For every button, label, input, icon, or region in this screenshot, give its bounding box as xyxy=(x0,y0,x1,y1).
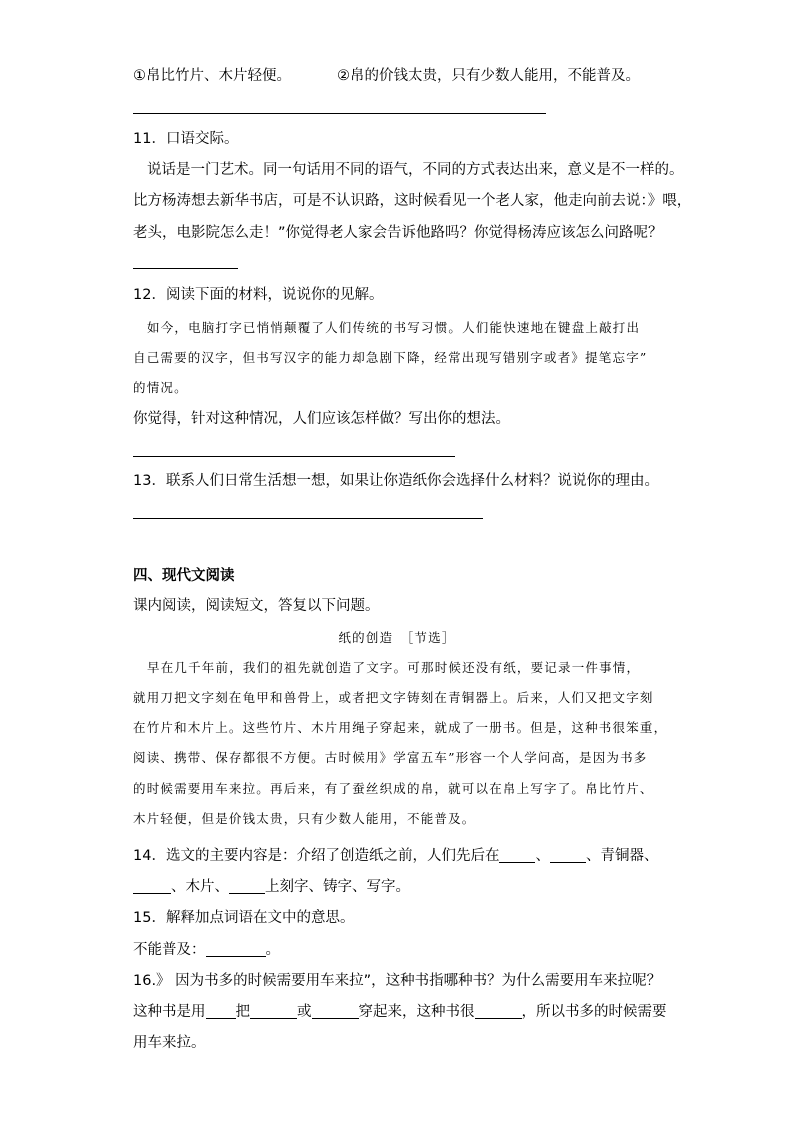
q15-blank[interactable] xyxy=(206,940,266,957)
passage-line-3: 在竹片和木片上。这些竹片、木片用绳子穿起来，就成了一册书。但是，这种书很笨重， xyxy=(133,720,668,735)
q14-blank-2[interactable] xyxy=(550,846,586,863)
passage-line-5: 的时候需要用车来拉。再后来，有了蚕丝织成的帛，就可以在帛上写字了。帛比竹片、 xyxy=(133,781,654,796)
q13-answer-line[interactable] xyxy=(133,518,483,519)
q14-blank-1[interactable] xyxy=(499,846,535,863)
q11-text-1: 说话是一门艺术。同一句话用不同的语气，不同的方式表达出来，意义是不一样的。 xyxy=(147,162,684,178)
q10-answer-line[interactable] xyxy=(133,113,546,114)
passage-line-6: 木片轻便，但是价钱太贵，只有少数人能用，不能普及。 xyxy=(133,811,476,826)
q15-answer-row xyxy=(133,940,280,960)
q12-question: 你觉得，针对这种情况，人们应该怎样做？写出你的想法。 xyxy=(133,411,510,427)
q11-text-2: 比方杨涛想去新华书店，可是不认识路，这时候看见一个老人家，他走向前去说：》喂， xyxy=(133,193,692,209)
q16-text-a: 这种书是用 xyxy=(133,1004,206,1020)
q14-text-c: 、青铜器、 xyxy=(585,848,659,864)
q16-blank-1[interactable] xyxy=(206,1002,236,1019)
q14-blank-4[interactable] xyxy=(229,877,265,894)
section-heading: 四、现代文阅读 xyxy=(133,568,235,584)
q16-text-e: ，所以书多的时候需要 xyxy=(521,1004,667,1020)
q14-line-2 xyxy=(133,877,410,897)
q10-option-2: ②帛的价钱太贵，只有少数人能用，不能普及。 xyxy=(337,68,640,84)
q15-title: 15．解释加点词语在文中的意思。 xyxy=(133,910,355,926)
q16-line-1 xyxy=(133,1002,667,1022)
q12-material-1: 如今，电脑打字已悄悄颠覆了人们传统的书写习惯。人们能快速地在键盘上敲打出 xyxy=(147,320,641,335)
q14-line-1 xyxy=(133,846,658,866)
section-intro: 课内阅读，阅读短文，答复以下问题。 xyxy=(133,598,380,614)
q11-title: 11．口语交际。 xyxy=(133,131,239,147)
q16-blank-3[interactable] xyxy=(312,1002,359,1019)
q11-text-3: 老头，电影院怎么走！”你觉得老人家会告诉他路吗？你觉得杨涛应该怎么问路呢？ xyxy=(133,225,663,241)
q12-answer-line[interactable] xyxy=(133,456,455,457)
q16-text-b: 把 xyxy=(235,1004,250,1020)
q14-text-e: 上刻字、铸字、写字。 xyxy=(265,879,410,895)
q12-title: 12．阅读下面的材料，说说你的见解。 xyxy=(133,287,384,303)
q16-title: 16.》 因为书多的时候需要用车来拉”，这种书指哪种书？为什么需要用车来拉呢？ xyxy=(133,973,662,989)
q10-options xyxy=(133,66,640,86)
passage-line-1: 早在几千年前，我们的祖先就创造了文字。可那时候还没有纸，要记录一件事情， xyxy=(147,660,641,675)
q14-text-d: 、木片、 xyxy=(171,879,229,895)
q14-text-a: 14．选文的主要内容是：介绍了创造纸之前，人们先后在 xyxy=(133,848,500,864)
q11-answer-line[interactable] xyxy=(133,268,238,269)
q16-blank-4[interactable] xyxy=(475,1002,522,1019)
q12-material-2: 自己需要的汉字，但书写汉字的能力却急剧下降，经常出现写错别字或者》提笔忘字” xyxy=(133,350,648,365)
passage-line-4: 阅读、携带、保存都很不方便。古时候用》学富五车”形容一个人学问高，是因为书多 xyxy=(133,750,648,765)
passage-line-2: 就用刀把文字刻在龟甲和兽骨上，或者把文字铸刻在青铜器上。后来，人们又把文字刻 xyxy=(133,690,654,705)
q16-line-2: 用车来拉。 xyxy=(133,1035,206,1051)
passage-title: 纸的创造 ［节选］ xyxy=(338,630,456,645)
q16-blank-2[interactable] xyxy=(250,1002,297,1019)
q16-text-c: 或 xyxy=(297,1004,312,1020)
q14-text-b: 、 xyxy=(535,848,550,864)
q10-option-1: ①帛比竹片、木片轻便。 xyxy=(133,68,291,84)
q16-text-d: 穿起来，这种书很 xyxy=(358,1004,475,1020)
q15-end: 。 xyxy=(265,942,280,958)
q14-blank-3[interactable] xyxy=(133,877,171,894)
q13-title: 13．联系人们日常生活想一想，如果让你造纸你会选择什么材料？说说你的理由。 xyxy=(133,473,659,489)
q15-label: 不能普及： xyxy=(133,942,206,958)
q12-material-3: 的情况。 xyxy=(133,380,188,395)
